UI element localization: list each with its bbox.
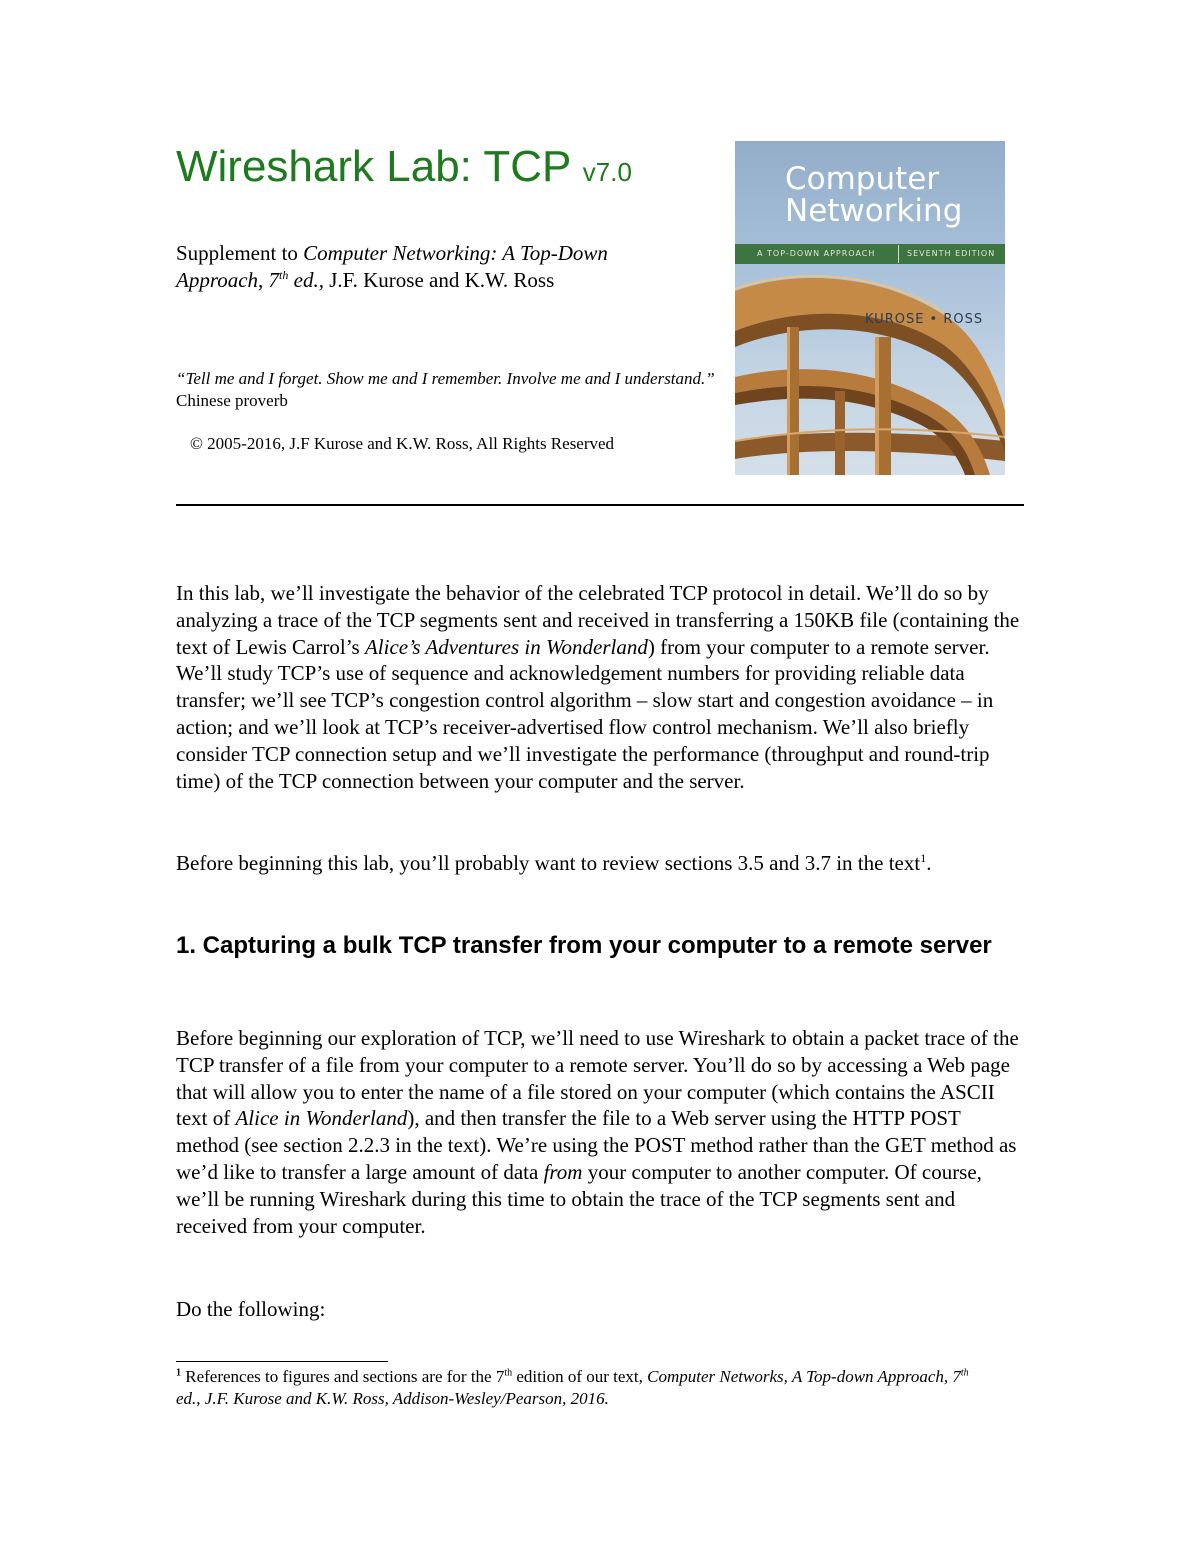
footnote: [176, 1366, 996, 1410]
header-divider: [176, 504, 1024, 506]
title-version: v7.0: [582, 157, 632, 187]
footnote-sup: th: [504, 1367, 513, 1379]
section-text-c: your computer to another computer. Of course, we’ll be running Wireshark during this time to obtain the trace of the TCP segments sent and received from your computer.: [176, 1159, 982, 1238]
edition-text: ed.,: [288, 268, 324, 292]
footnote-text-b: edition of our text,: [512, 1367, 648, 1386]
section-emphasis: from: [543, 1159, 583, 1184]
cover-divider: [898, 245, 899, 263]
proverb-quote: [176, 368, 716, 412]
cover-subtitle: A TOP-DOWN APPROACH: [757, 249, 876, 258]
section-text-b: ), and then transfer the file to a Web server using the HTTP POST method (see section 2.2.3 in the text). We’re using the POST method rather than the GET method as we’d like to transfer a large amount of data: [176, 1106, 1017, 1184]
supplement-line: [176, 240, 696, 294]
cover-authors: KUROSE • ROSS: [865, 312, 984, 327]
footnote-ref[interactable]: 1: [920, 851, 927, 865]
quote-source: Chinese proverb: [176, 391, 288, 410]
footnote-divider: [176, 1361, 388, 1362]
intro-paragraph: [176, 580, 1026, 794]
review-paragraph: [176, 850, 1026, 877]
intro-book-title: Alice’s Adventures in Wonderland: [364, 634, 648, 659]
book-cover-image: [735, 141, 1005, 475]
edition-sup: th: [279, 268, 289, 282]
section-heading: 1. Capturing a bulk TCP transfer from your computer to a remote server: [176, 932, 992, 959]
intro-text-a: In this lab, we’ll investigate the behavior of the celebrated TCP protocol in detail. We’ll do so by analyzing a trace of the TCP segments sent and received in transferring a 150KB file (containing the text of Lewis Carrol’s: [176, 581, 1020, 659]
quote-text: “Tell me and I forget. Show me and I remember. Involve me and I understand.”: [176, 369, 715, 388]
footnote-mark: 1: [176, 1367, 181, 1379]
title-main: Wireshark Lab: TCP: [176, 142, 571, 191]
citation-text-a: Computer Networks, A Top-down Approach, 7: [647, 1367, 961, 1386]
book-title-text: Computer Networking: A Top-Down Approach, 7: [176, 241, 608, 292]
cover-title: Computer Networking: [785, 161, 963, 229]
instructions-lead: Do the following:: [176, 1297, 326, 1321]
review-text: Before beginning this lab, you’ll probably want to review sections 3.5 and 3.7 in the text: [176, 851, 921, 875]
cover-edition: SEVENTH EDITION: [907, 249, 996, 258]
supplement-prefix: Supplement to: [176, 241, 304, 265]
citation-sup: th: [960, 1367, 969, 1379]
page-title: [176, 138, 632, 201]
section-paragraph: [176, 1025, 1026, 1239]
section-text-a: Before beginning our exploration of TCP, we’ll need to use Wireshark to obtain a packet trace of the TCP transfer of a file from your computer to a remote server. You’ll do so by accessing a Web page that will allow you to enter the name of a file stored on your computer (which contains the ASCII text of: [176, 1026, 1019, 1131]
section-book-title: Alice in Wonderland: [235, 1106, 408, 1131]
footnote-text-a: References to figures and sections are for the 7: [181, 1367, 505, 1386]
intro-text-b: ) from your computer to a remote server. We’ll study TCP’s use of sequence and acknowledgement numbers for providing reliable data transfer; we’ll see TCP’s congestion control algorithm – slow start and congestion avoidance – in action; and we’ll look at TCP’s receiver-advertised flow control mechanism. We’ll also briefly consider TCP connection setup and we’ll investigate the performance (throughput and round-trip time) of the TCP connection between your computer and the server.: [176, 634, 994, 793]
copyright-notice: © 2005-2016, J.F Kurose and K.W. Ross, All Rights Reserved: [190, 434, 615, 453]
citation-text-b: ed., J.F. Kurose and K.W. Ross, Addison-Wesley/Pearson, 2016.: [176, 1389, 609, 1408]
supplement-authors: J.F. Kurose and K.W. Ross: [323, 268, 555, 292]
review-end: .: [926, 851, 932, 875]
